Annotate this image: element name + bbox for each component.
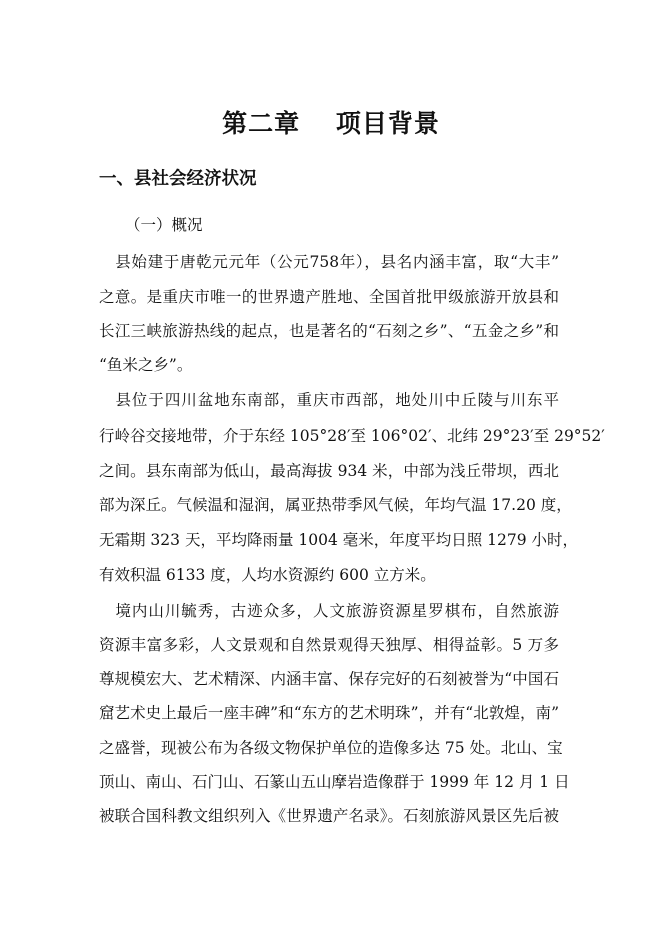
paragraph-3-line-3: 尊规模宏大、艺术精深、内涵丰富、保存完好的石刻被誉为“中国石 [99,670,559,688]
paragraph-3-line-6: 顶山、南山、石门山、石篆山五山摩岩造像群于 1999 年 12 月 1 日 [99,773,570,791]
section-heading: 一、县社会经济状况 [99,169,257,189]
paragraph-3-line-5: 之盛誉，现被公布为各级文物保护单位的造像多达 75 处。北山、宝 [99,739,563,757]
paragraph-3-line-7: 被联合国科教文组织列入《世界遗产名录》。石刻旅游风景区先后被 [99,807,559,825]
chapter-title: 第二章 项目背景 [222,109,440,138]
paragraph-2-line-3: 之间。县东南部为低山，最高海拔 934 米，中部为浅丘带坝，西北 [99,462,559,480]
paragraph-2-line-6: 有效积温 6133 度，人均水资源约 600 立方米。 [99,566,436,584]
paragraph-1-line-1: 县始建于唐乾元元年（公元758年），县名内涵丰富，取“大丰” [99,253,559,271]
paragraph-3-line-4: 窟艺术史上最后一座丰碑”和“东方的艺术明珠”，并有“北敦煌，南” [99,704,559,722]
paragraph-1-line-2: 之意。是重庆市唯一的世界遗产胜地、全国首批甲级旅游开放县和 [99,288,559,306]
paragraph-2-line-1: 县位于四川盆地东南部，重庆市西部，地处川中丘陵与川东平 [99,391,559,409]
paragraph-2-line-4: 部为深丘。气候温和湿润，属亚热带季风气候，年均气温 17.20 度， [99,496,572,514]
paragraph-3-line-2: 资源丰富多彩，人文景观和自然景观得天独厚、相得益彰。5 万多 [99,636,559,654]
paragraph-3-line-1: 境内山川毓秀，古迹众多，人文旅游资源星罗棋布，自然旅游 [99,602,559,620]
paragraph-1-line-4: “鱼米之乡”。 [99,356,193,374]
paragraph-2-line-5: 无霜期 323 天，平均降雨量 1004 毫米，年度平均日照 1279 小时， [99,531,579,549]
paragraph-2-line-2: 行岭谷交接地带，介于东经 105°28′至 106°02′、北纬 29°23′至 29°52′ [99,427,605,445]
subsection-heading: （一）概况 [125,216,203,234]
paragraph-1-line-3: 长江三峡旅游热线的起点，也是著名的“石刻之乡”、“五金之乡”和 [99,322,559,340]
